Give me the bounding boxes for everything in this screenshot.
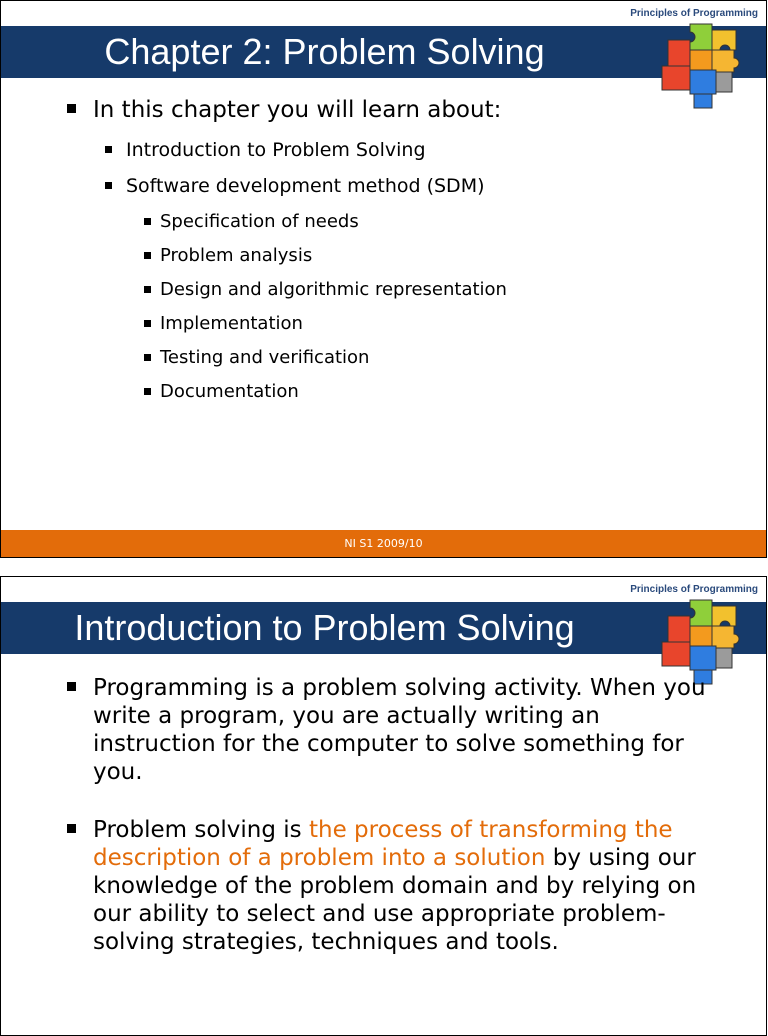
slide-footer: NI S1 2009/10 bbox=[1, 530, 766, 558]
title-bar bbox=[1, 602, 766, 654]
sdm-step: Specification of needs bbox=[1, 210, 766, 234]
sdm-step: Testing and verification bbox=[1, 346, 766, 370]
content-bullet: Programming is a problem solving activity. When you write a program, you are actually writing an instruction for the computer to solve something for you. bbox=[1, 674, 766, 786]
topic-list bbox=[1, 96, 766, 124]
course-label: Principles of Programming bbox=[630, 584, 758, 595]
content-list bbox=[1, 674, 766, 956]
sdm-steps-list bbox=[1, 210, 766, 404]
topics-list bbox=[1, 138, 766, 198]
topic-item: Introduction to Problem Solving bbox=[1, 138, 766, 162]
content-bullet bbox=[1, 816, 766, 956]
bullet-text: Problem solving is bbox=[93, 817, 309, 843]
slide-2 bbox=[0, 576, 767, 1036]
slide-title: Chapter 2: Problem Solving bbox=[104, 31, 545, 72]
intro-bullet: In this chapter you will learn about: bbox=[1, 96, 766, 124]
bullet-text: by using our knowledge of the problem domain and by relying on our ability to select and use appropriate problem-solving strategies, techniques and tools. bbox=[93, 845, 697, 955]
sdm-step: Design and algorithmic representation bbox=[1, 278, 766, 302]
highlighted-definition: the process of transforming the description of a problem into a solution bbox=[93, 817, 673, 871]
sdm-step: Implementation bbox=[1, 312, 766, 336]
topic-item: Software development method (SDM) bbox=[1, 174, 766, 198]
sdm-step: Documentation bbox=[1, 380, 766, 404]
course-label: Principles of Programming bbox=[630, 8, 758, 19]
title-bar bbox=[1, 26, 766, 78]
sdm-step: Problem analysis bbox=[1, 244, 766, 268]
slide-title: Introduction to Problem Solving bbox=[74, 607, 575, 648]
